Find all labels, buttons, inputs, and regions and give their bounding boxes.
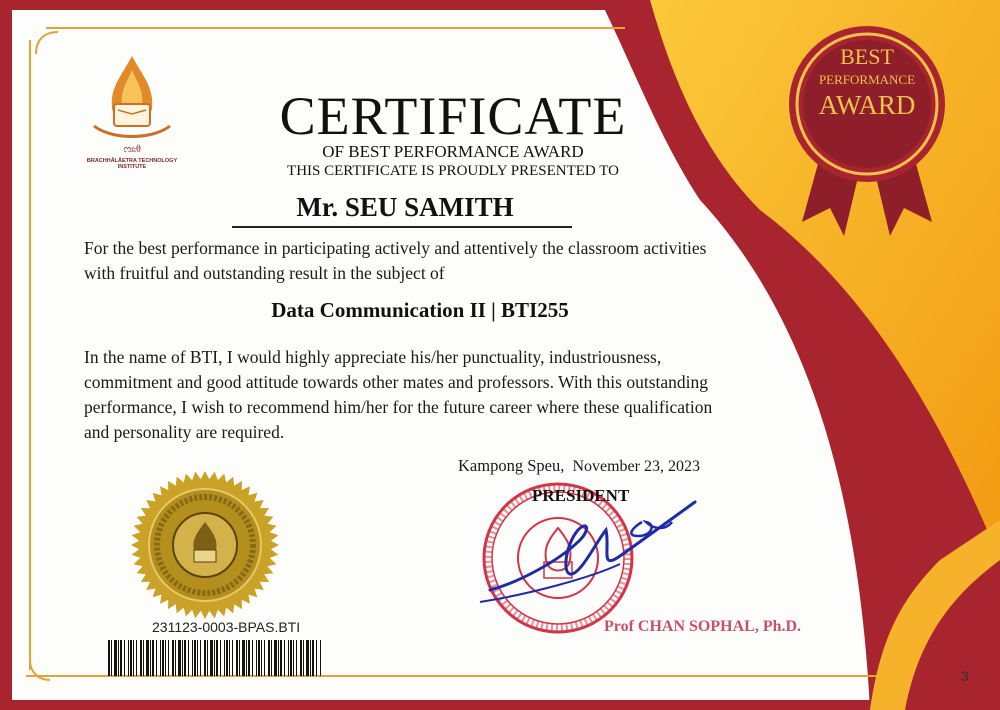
place-date <box>458 456 700 476</box>
paragraph-1: For the best performance in participating actively and attentively the classroom activities with fruitful and outstanding result in the subject of <box>84 238 707 283</box>
place: Kampong Speu, <box>458 456 565 475</box>
name-underline <box>232 226 572 228</box>
certificate-title: CERTIFICATE <box>279 86 627 146</box>
badge-line-2: PERFORMANCE <box>818 72 916 87</box>
certificate-subtitle: OF BEST PERFORMANCE AWARD <box>322 142 584 161</box>
barcode-icon <box>108 640 324 676</box>
page-number: 3 <box>961 668 969 684</box>
badge-line-3: AWARD <box>818 90 916 120</box>
signature-icon <box>470 490 700 620</box>
date: November 23, 2023 <box>572 458 700 475</box>
svg-text:ᦂᦰᦲ: ᦂᦰᦲ <box>123 144 141 155</box>
recipient-name: Mr. SEU SAMITH <box>296 192 514 222</box>
signatory-title: PRESIDENT <box>532 486 630 505</box>
presented-line: THIS CERTIFICATE IS PROUDLY PRESENTED TO <box>287 163 619 179</box>
signatory-name: Prof CHAN SOPHAL, Ph.D. <box>604 618 802 635</box>
subject-title: Data Communication II | BTI255 <box>271 298 569 322</box>
gold-seal-icon <box>130 470 280 620</box>
serial-number: 231123-0003-BPAS.BTI <box>152 619 301 635</box>
institute-name: BRACHHÂLÂETRA TECHNOLOGY INSTITUTE <box>86 158 178 170</box>
badge-line-1: BEST <box>840 44 894 69</box>
paragraph-2: In the name of BTI, I would highly appreciate his/her punctuality, industriousness, commitment and good attitude towards other mates and professors. With this outstanding performance, I wish to recommend him/her for the future career where these qualification and personality are required. <box>84 347 713 442</box>
